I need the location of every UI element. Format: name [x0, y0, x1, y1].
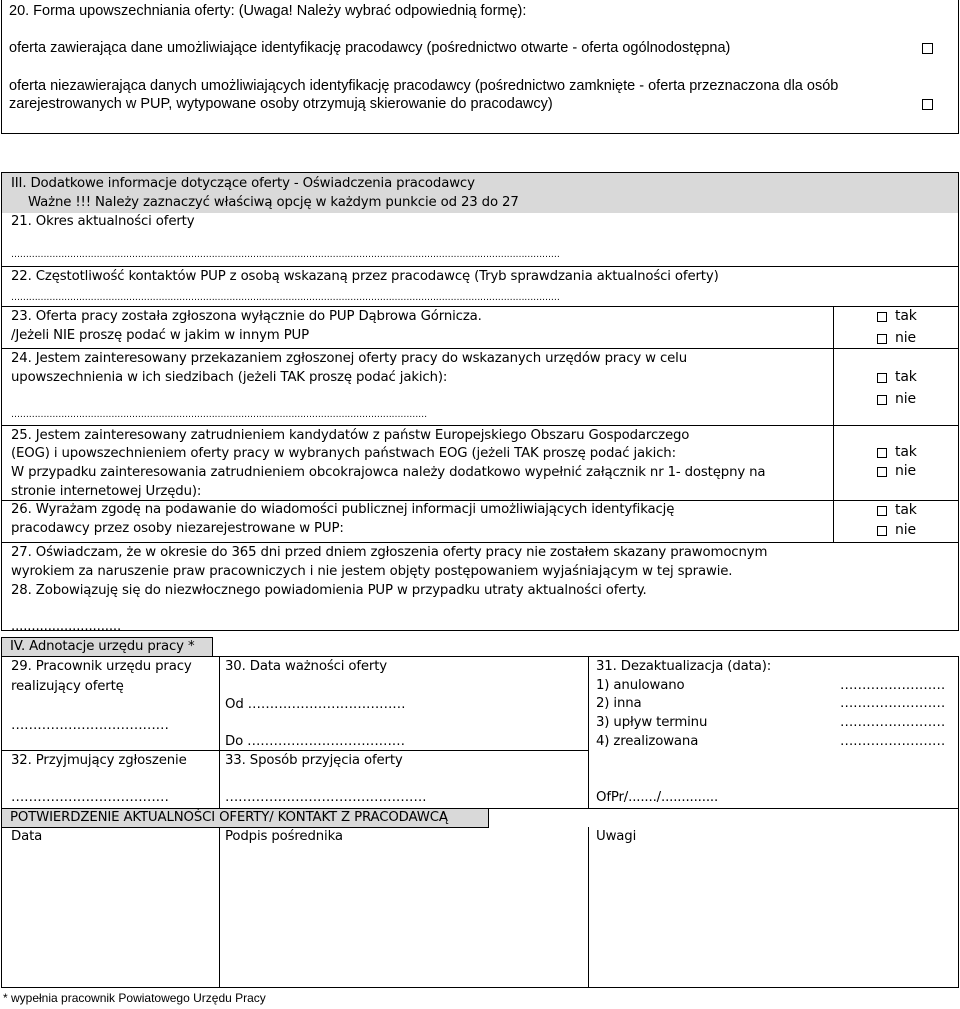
q31-reason-1-dots[interactable]: ……………………: [840, 678, 946, 693]
q27-label-line1: 27. Oświadczam, że w okresie do 365 dni przed dniem zgłoszenia oferty pracy nie zostałem skazany prawomocnym: [11, 545, 768, 560]
q24-dots[interactable]: ……………………………………………………………………………………………………………………………: [11, 411, 427, 420]
q30-to[interactable]: Do ………………………………: [225, 734, 405, 749]
q31-reason-4: 4) zrealizowana: [596, 734, 699, 749]
q31-reason-3: 3) upływ terminu: [596, 715, 708, 730]
q26-tak-label: tak: [895, 502, 917, 518]
divider-q22: [2, 306, 958, 307]
divider-q25: [2, 500, 958, 501]
section-20-title: 20. Forma upowszechniania oferty: (Uwaga! Należy wybrać odpowiednią formę):: [9, 3, 527, 19]
footnote: * wypełnia pracownik Powiatowego Urzędu Pracy: [3, 991, 266, 1005]
iv-row-divider: [1, 750, 589, 751]
option-closed-label-line2: zarejestrowanych w PUP, wytypowane osoby otrzymują skierowanie do pracodawcy): [9, 96, 553, 112]
q33-dots[interactable]: ……………………………………….: [225, 790, 427, 805]
confirm-header-right: [488, 808, 489, 828]
q31-label: 31. Dezaktualizacja (data):: [596, 659, 772, 674]
q26-nie-label: nie: [895, 522, 916, 538]
q25-nie-label: nie: [895, 463, 916, 479]
q31-reason-4-dots[interactable]: ……………………: [840, 734, 946, 749]
option-closed-checkbox[interactable]: [922, 99, 933, 110]
q25-label-line2: (EOG) i upowszechnieniem oferty pracy w wybranych państwach EOG (jeżeli TAK proszę podać jakich:: [11, 446, 676, 461]
q28-label: 28. Zobowiązuję się do niezwłocznego powiadomienia PUP w przypadku utraty aktualności oferty.: [11, 583, 647, 598]
q29-label-line1: 29. Pracownik urzędu pracy: [11, 659, 192, 674]
q25-label-line4: stronie internetowej Urzędu):: [11, 484, 202, 499]
important-note: Ważne !!! Należy zaznaczyć właściwą opcję w każdym punkcie od 23 do 27: [28, 195, 519, 210]
offer-number[interactable]: OfPr/......./..............: [596, 790, 719, 805]
q24-tak-label: tak: [895, 369, 917, 385]
option-open-checkbox[interactable]: [922, 43, 933, 54]
q24-label-line2: upowszechnienia w ich siedzibach (jeżeli TAK proszę podać jakich):: [11, 370, 448, 385]
q31-reason-2: 2) inna: [596, 696, 642, 711]
q23-nie-label: nie: [895, 330, 916, 346]
q24-tak-checkbox[interactable]: [877, 373, 887, 383]
q23-tak-checkbox[interactable]: [877, 312, 887, 322]
q26-label-line2: pracodawcy przez osoby niezarejestrowane w PUP:: [11, 521, 344, 536]
q32-dots[interactable]: ………………………………: [11, 790, 169, 805]
q26-tak-checkbox[interactable]: [877, 506, 887, 516]
q31-reason-2-dots[interactable]: ……………………: [840, 696, 946, 711]
q22-dots[interactable]: ……………………………………………………………………………………………………………………………………………………………………: [11, 294, 560, 303]
q29-dots[interactable]: ………………………………: [11, 718, 169, 733]
option-open-label: oferta zawierająca dane umożliwiające identyfikację pracodawcy (pośrednictwo otwarte - oferta ogólnodostępna): [9, 40, 731, 56]
q27-label-line2: wyrokiem za naruszenie praw pracowniczych i nie jestem objęty postępowaniem wyjaśniającym w tej sprawie.: [11, 564, 733, 579]
option-closed-label-line1: oferta niezawierająca danych umożliwiających identyfikację pracodawcy (pośrednictwo zamknięte - oferta przeznaczona dla osób: [9, 78, 839, 94]
q21-label: 21. Okres aktualności oferty: [11, 214, 195, 229]
q25-tak-checkbox[interactable]: [877, 448, 887, 458]
q25-nie-checkbox[interactable]: [877, 467, 887, 477]
q25-tak-label: tak: [895, 444, 917, 460]
q21-dots[interactable]: ……………………………………………………………………………………………………………………………………………………………………: [11, 251, 560, 260]
q31-reason-3-dots[interactable]: ……………………: [840, 715, 946, 730]
q28-dots[interactable]: ...........................: [11, 619, 122, 634]
q26-label-line1: 26. Wyrażam zgodę na podawanie do wiadomości publicznej informacji umożliwiających identyfikację: [11, 502, 675, 517]
confirm-header: POTWIERDZENIE AKTUALNOŚCI OFERTY/ KONTAKT Z PRACODAWCĄ: [10, 810, 448, 825]
q32-label: 32. Przyjmujący zgłoszenie: [11, 753, 187, 768]
confirm-table-bottom: [1, 987, 959, 988]
iv-col2-divider: [588, 656, 589, 808]
q30-label: 30. Data ważności oferty: [225, 659, 388, 674]
iv-col1-divider: [219, 656, 220, 808]
q24-nie-checkbox[interactable]: [877, 395, 887, 405]
q23-label-line1: 23. Oferta pracy została zgłoszona wyłącznie do PUP Dąbrowa Górnicza.: [11, 309, 482, 324]
confirm-col-data: Data: [11, 829, 43, 844]
q22-label: 22. Częstotliwość kontaktów PUP z osobą wskazaną przez pracodawcę (Tryb sprawdzania aktualności oferty): [11, 269, 719, 284]
q29-label-line2: realizujący ofertę: [11, 679, 124, 694]
section-20-frame: [1, 0, 959, 134]
q24-nie-label: nie: [895, 391, 916, 407]
q23-tak-label: tak: [895, 308, 917, 324]
q26-nie-checkbox[interactable]: [877, 526, 887, 536]
q24-label-line1: 24. Jestem zainteresowany przekazaniem zgłoszonej oferty pracy do wskazanych urzędów pracy w celu: [11, 351, 687, 366]
confirm-header-bottom: [1, 827, 489, 828]
divider-q26: [2, 542, 958, 543]
q33-label: 33. Sposób przyjęcia oferty: [225, 753, 403, 768]
q31-reason-1: 1) anulowano: [596, 678, 685, 693]
q25-label-line3: W przypadku zainteresowania zatrudnieniem obcokrajowca należy dodatkowo wypełnić załącznik nr 1- dostępny na: [11, 465, 766, 480]
section-3-header: III. Dodatkowe informacje dotyczące oferty - Oświadczenia pracodawcy: [11, 176, 475, 191]
q30-from[interactable]: Od ………………………………: [225, 697, 406, 712]
section-3-frame: [1, 172, 959, 634]
divider-q21: [2, 266, 958, 267]
divider-q23: [2, 348, 958, 349]
confirm-col2-divider: [588, 827, 589, 988]
iv-grid-right: [958, 656, 959, 988]
confirm-col-uwagi: Uwagi: [596, 829, 637, 844]
section-4-header: IV. Adnotacje urzędu pracy *: [10, 639, 195, 654]
q23-nie-checkbox[interactable]: [877, 334, 887, 344]
q23-label-line2: /Jeżeli NIE proszę podać w jakim w innym PUP: [11, 328, 310, 343]
q25-label-line1: 25. Jestem zainteresowany zatrudnieniem kandydatów z państw Europejskiego Obszaru Gospodarczego: [11, 428, 690, 443]
iv-grid-top: [1, 656, 959, 657]
confirm-col-podpis: Podpis pośrednika: [225, 829, 343, 844]
confirm-col1-divider: [219, 827, 220, 988]
divider-q24: [2, 425, 958, 426]
